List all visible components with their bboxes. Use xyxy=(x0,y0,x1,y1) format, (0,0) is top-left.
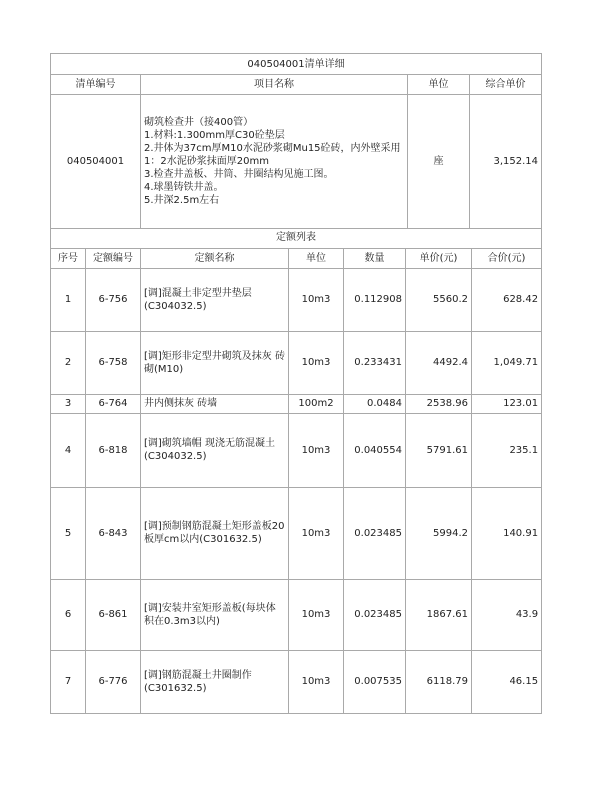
header-composite-price: 综合单价 xyxy=(470,75,542,95)
total-price-cell: 123.01 xyxy=(472,394,542,413)
header-quota-code: 定额编号 xyxy=(86,248,141,268)
seq-cell: 3 xyxy=(51,394,86,413)
seq-cell: 2 xyxy=(51,331,86,394)
header-seq: 序号 xyxy=(51,248,86,268)
page-title: 040504001清单详细 xyxy=(51,54,542,75)
desc-line-5: 4.球墨铸铁井盖。 xyxy=(144,182,224,193)
header-quota-unit: 单位 xyxy=(289,248,344,268)
total-price-cell: 140.91 xyxy=(472,487,542,579)
header-unit: 单位 xyxy=(408,75,470,95)
table-row xyxy=(51,579,542,650)
unit-cell: 10m3 xyxy=(289,487,344,579)
quantity-cell: 0.233431 xyxy=(344,331,406,394)
table-row xyxy=(51,394,542,413)
unit-price-cell: 5994.2 xyxy=(406,487,472,579)
header-item-name: 项目名称 xyxy=(141,75,408,95)
unit-cell: 10m3 xyxy=(289,413,344,487)
quota-section-title: 定额列表 xyxy=(51,228,542,248)
list-unit-cell: 座 xyxy=(408,95,470,229)
quota-code-cell: 6-776 xyxy=(86,650,141,713)
unit-price-cell: 4492.4 xyxy=(406,331,472,394)
quota-name-cell: [调]矩形非定型井砌筑及抹灰 砖砌(M10) xyxy=(141,331,289,394)
unit-cell: 10m3 xyxy=(289,579,344,650)
total-price-cell: 628.42 xyxy=(472,268,542,331)
total-price-cell: 1,049.71 xyxy=(472,331,542,394)
desc-line-1: 砌筑检查井（接400管） xyxy=(144,117,254,128)
quantity-cell: 0.040554 xyxy=(344,413,406,487)
item-description-cell xyxy=(141,95,408,229)
header-quantity: 数量 xyxy=(344,248,406,268)
quota-code-cell: 6-764 xyxy=(86,394,141,413)
table-row xyxy=(51,650,542,713)
quota-name-cell: [调]预制钢筋混凝土矩形盖板20板厚cm以内(C301632.5) xyxy=(141,487,289,579)
unit-price-cell: 2538.96 xyxy=(406,394,472,413)
quantity-cell: 0.023485 xyxy=(344,579,406,650)
unit-price-cell: 1867.61 xyxy=(406,579,472,650)
bill-item-table xyxy=(50,53,542,229)
quota-table xyxy=(50,228,542,714)
quota-code-cell: 6-758 xyxy=(86,331,141,394)
quota-code-cell: 6-818 xyxy=(86,413,141,487)
desc-line-4: 3.检查井盖板、井筒、井圈结构见施工图。 xyxy=(144,169,334,180)
seq-cell: 7 xyxy=(51,650,86,713)
seq-cell: 5 xyxy=(51,487,86,579)
unit-cell: 10m3 xyxy=(289,650,344,713)
header-total-price: 合价(元) xyxy=(472,248,542,268)
list-code-cell: 040504001 xyxy=(51,95,141,229)
unit-price-cell: 6118.79 xyxy=(406,650,472,713)
unit-price-cell: 5791.61 xyxy=(406,413,472,487)
seq-cell: 6 xyxy=(51,579,86,650)
table-row xyxy=(51,487,542,579)
quota-name-cell: [调]钢筋混凝土井圈制作(C301632.5) xyxy=(141,650,289,713)
total-price-cell: 235.1 xyxy=(472,413,542,487)
unit-cell: 10m3 xyxy=(289,331,344,394)
desc-line-6: 5.井深2.5m左右 xyxy=(144,195,220,206)
table-row xyxy=(51,413,542,487)
quota-name-cell: [调]混凝土非定型井垫层(C304032.5) xyxy=(141,268,289,331)
list-price-cell: 3,152.14 xyxy=(470,95,542,229)
unit-price-cell: 5560.2 xyxy=(406,268,472,331)
quota-code-cell: 6-861 xyxy=(86,579,141,650)
quota-name-cell: [调]砌筑墙帽 现浇无筋混凝土(C304032.5) xyxy=(141,413,289,487)
unit-cell: 10m3 xyxy=(289,268,344,331)
desc-line-3: 2.井体为37cm厚M10水泥砂浆砌Mu15砼砖，内外壁采用1：2水泥砂浆抹面厚20mm xyxy=(144,143,401,167)
table-row xyxy=(51,268,542,331)
unit-cell: 100m2 xyxy=(289,394,344,413)
seq-cell: 4 xyxy=(51,413,86,487)
total-price-cell: 43.9 xyxy=(472,579,542,650)
table-row xyxy=(51,331,542,394)
header-quota-name: 定额名称 xyxy=(141,248,289,268)
quota-name-cell: [调]安装井室矩形盖板(每块体积在0.3m3以内) xyxy=(141,579,289,650)
quota-code-cell: 6-756 xyxy=(86,268,141,331)
header-list-code: 清单编号 xyxy=(51,75,141,95)
total-price-cell: 46.15 xyxy=(472,650,542,713)
quantity-cell: 0.112908 xyxy=(344,268,406,331)
quantity-cell: 0.0484 xyxy=(344,394,406,413)
quota-name-cell: 井内侧抹灰 砖墙 xyxy=(141,394,289,413)
seq-cell: 1 xyxy=(51,268,86,331)
quota-code-cell: 6-843 xyxy=(86,487,141,579)
desc-line-2: 1.材料:1.300mm厚C30砼垫层 xyxy=(144,130,285,141)
quantity-cell: 0.023485 xyxy=(344,487,406,579)
header-unit-price: 单价(元) xyxy=(406,248,472,268)
quantity-cell: 0.007535 xyxy=(344,650,406,713)
